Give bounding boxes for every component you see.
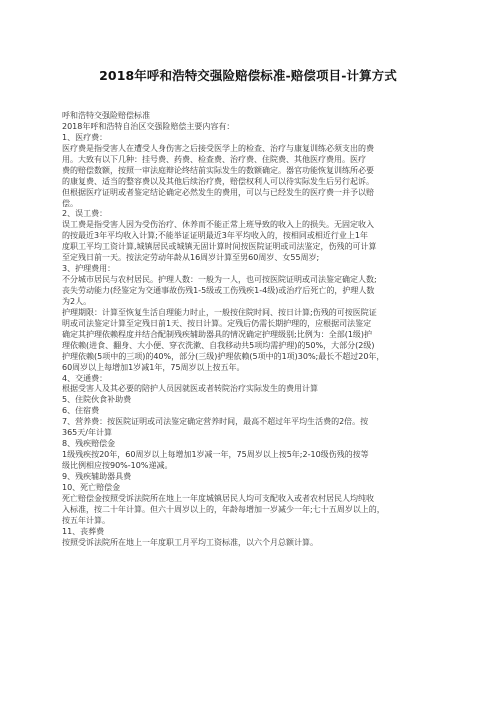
- body-line: 确定其护理依赖程度并结合配制残疾辅助器具的情况确定护理级别;比例为：全部(1级)护: [62, 329, 373, 339]
- body-line: 按照受诉法院所在地上一年度职工月平均工资标准，以六个月总额计算。: [62, 537, 318, 547]
- body-line: 1级残疾按20年，60周岁以上每增加1岁减一年，75周岁以上按5年;2-10级伤残的按等: [62, 450, 369, 460]
- document-title: 2018年呼和浩特交强险赔偿标准-赔偿项目-计算方式: [99, 68, 397, 83]
- body-line: 5、住院伙食补助费: [62, 395, 132, 405]
- body-line: 根据受害人及其必要的陪护人员因就医或者转院治疗实际发生的费用计算: [62, 384, 318, 394]
- body-line: 明或司法鉴定计算至定残日前1天、按日计算。定残后仍需长期护理的，应根据司法鉴定: [62, 318, 372, 328]
- body-line: 至定残日前一天。按法定劳动年龄从16周岁计算至男60周岁、女55周岁;: [62, 253, 320, 263]
- body-line: 的按最近3年平均收入计算;不能举证证明最近3年平均收入的，按相同或相近行业上1年: [62, 231, 368, 241]
- body-line: 理依赖(进食、翻身、大小便、穿衣洗漱、自我移动共5项均需护理)的50%，大部分(2级): [62, 340, 375, 350]
- body-line: 丧失劳动能力(经鉴定为交通事故伤残1-5级或工伤残疾1-4级)或治疗后死亡的，护理人数: [62, 286, 375, 295]
- body-line: 10、死亡赔偿金: [62, 482, 121, 492]
- body-line: 护理期限：计算至恢复生活自理能力时止，一般按住院时间、按日计算;伤残的可按医院证: [62, 307, 377, 317]
- body-line: 6、住宿费: [62, 406, 100, 416]
- body-line: 不分城市居民与农村居民。护理人数：一般为一人，也可按医院证明或司法鉴定确定人数;: [62, 275, 377, 285]
- body-line: 4、交通费：: [62, 373, 108, 383]
- body-line: 7、营养费：按医院证明或司法鉴定确定营养时间，最高不超过年平均生活费的2倍。按: [62, 417, 369, 427]
- document-body: [62, 111, 436, 549]
- body-line: 60周岁以上每增加1岁减1年，75周岁以上按五年。: [62, 362, 245, 372]
- body-line: 度职工平均工资计算,城镇居民或城镇无固计算时间按医院证明或司法鉴定，伤残的可计算: [62, 242, 377, 252]
- body-line: 2018年呼和浩特自治区交强险赔偿主要内容有：: [62, 121, 235, 131]
- body-line: 但根据医疗证明或者鉴定结论确定必然发生的费用，可以与已经发生的医疗费一并予以赔: [62, 187, 374, 197]
- body-line: 死亡赔偿金按照受诉法院所在地上一年度城镇居民人均可支配收入或者农村居民人均纯收: [62, 493, 374, 503]
- body-line: 护理依赖(5项中的三项)的40%，部分(三级)护理依赖(5项中的1项)30%;最长不超过20年，: [62, 351, 385, 361]
- body-line: 级比例相应按90%-10%递减。: [62, 461, 173, 470]
- body-line: 11、丧葬费: [62, 526, 105, 536]
- body-line: 3、护理费用：: [62, 264, 116, 274]
- body-line: 偿。: [62, 198, 78, 208]
- body-line: 的康复费、适当的整容费以及其他后续治疗费，赔偿权利人可以待实际发生后另行起诉。: [62, 176, 374, 186]
- body-line: 为2人。: [62, 296, 92, 306]
- body-line: 9、残疾辅助器具费: [62, 471, 132, 481]
- body-line: 365天/年计算: [62, 428, 112, 438]
- body-line: 2、误工费：: [62, 209, 108, 219]
- body-line: 1、医疗费：: [62, 132, 108, 142]
- body-line: 呼和浩特交强险赔偿标准: [62, 111, 150, 120]
- body-line: 误工费是指受害人因为受伤治疗、休养而不能正常上班导致的收入上的损失。无固定收入: [62, 220, 374, 230]
- body-line: 费的赔偿数额，按照一审法庭辩论终结前实际发生的数额确定。器官功能恢复训练所必要: [62, 165, 374, 175]
- body-line: 医疗费是指受害人在遭受人身伤害之后接受医学上的检查、治疗与康复训练必须支出的费: [62, 143, 374, 153]
- body-line: 8、残疾赔偿金: [62, 439, 116, 449]
- body-line: 按五年计算。: [62, 515, 110, 525]
- body-line: 入标准，按二十年计算。但六十周岁以上的，年龄每增加一岁减少一年;七十五周岁以上的，: [62, 504, 385, 514]
- body-line: 用。大致有以下几种：挂号费、药费、检查费、治疗费、住院费、其他医疗费用。医疗: [62, 154, 366, 164]
